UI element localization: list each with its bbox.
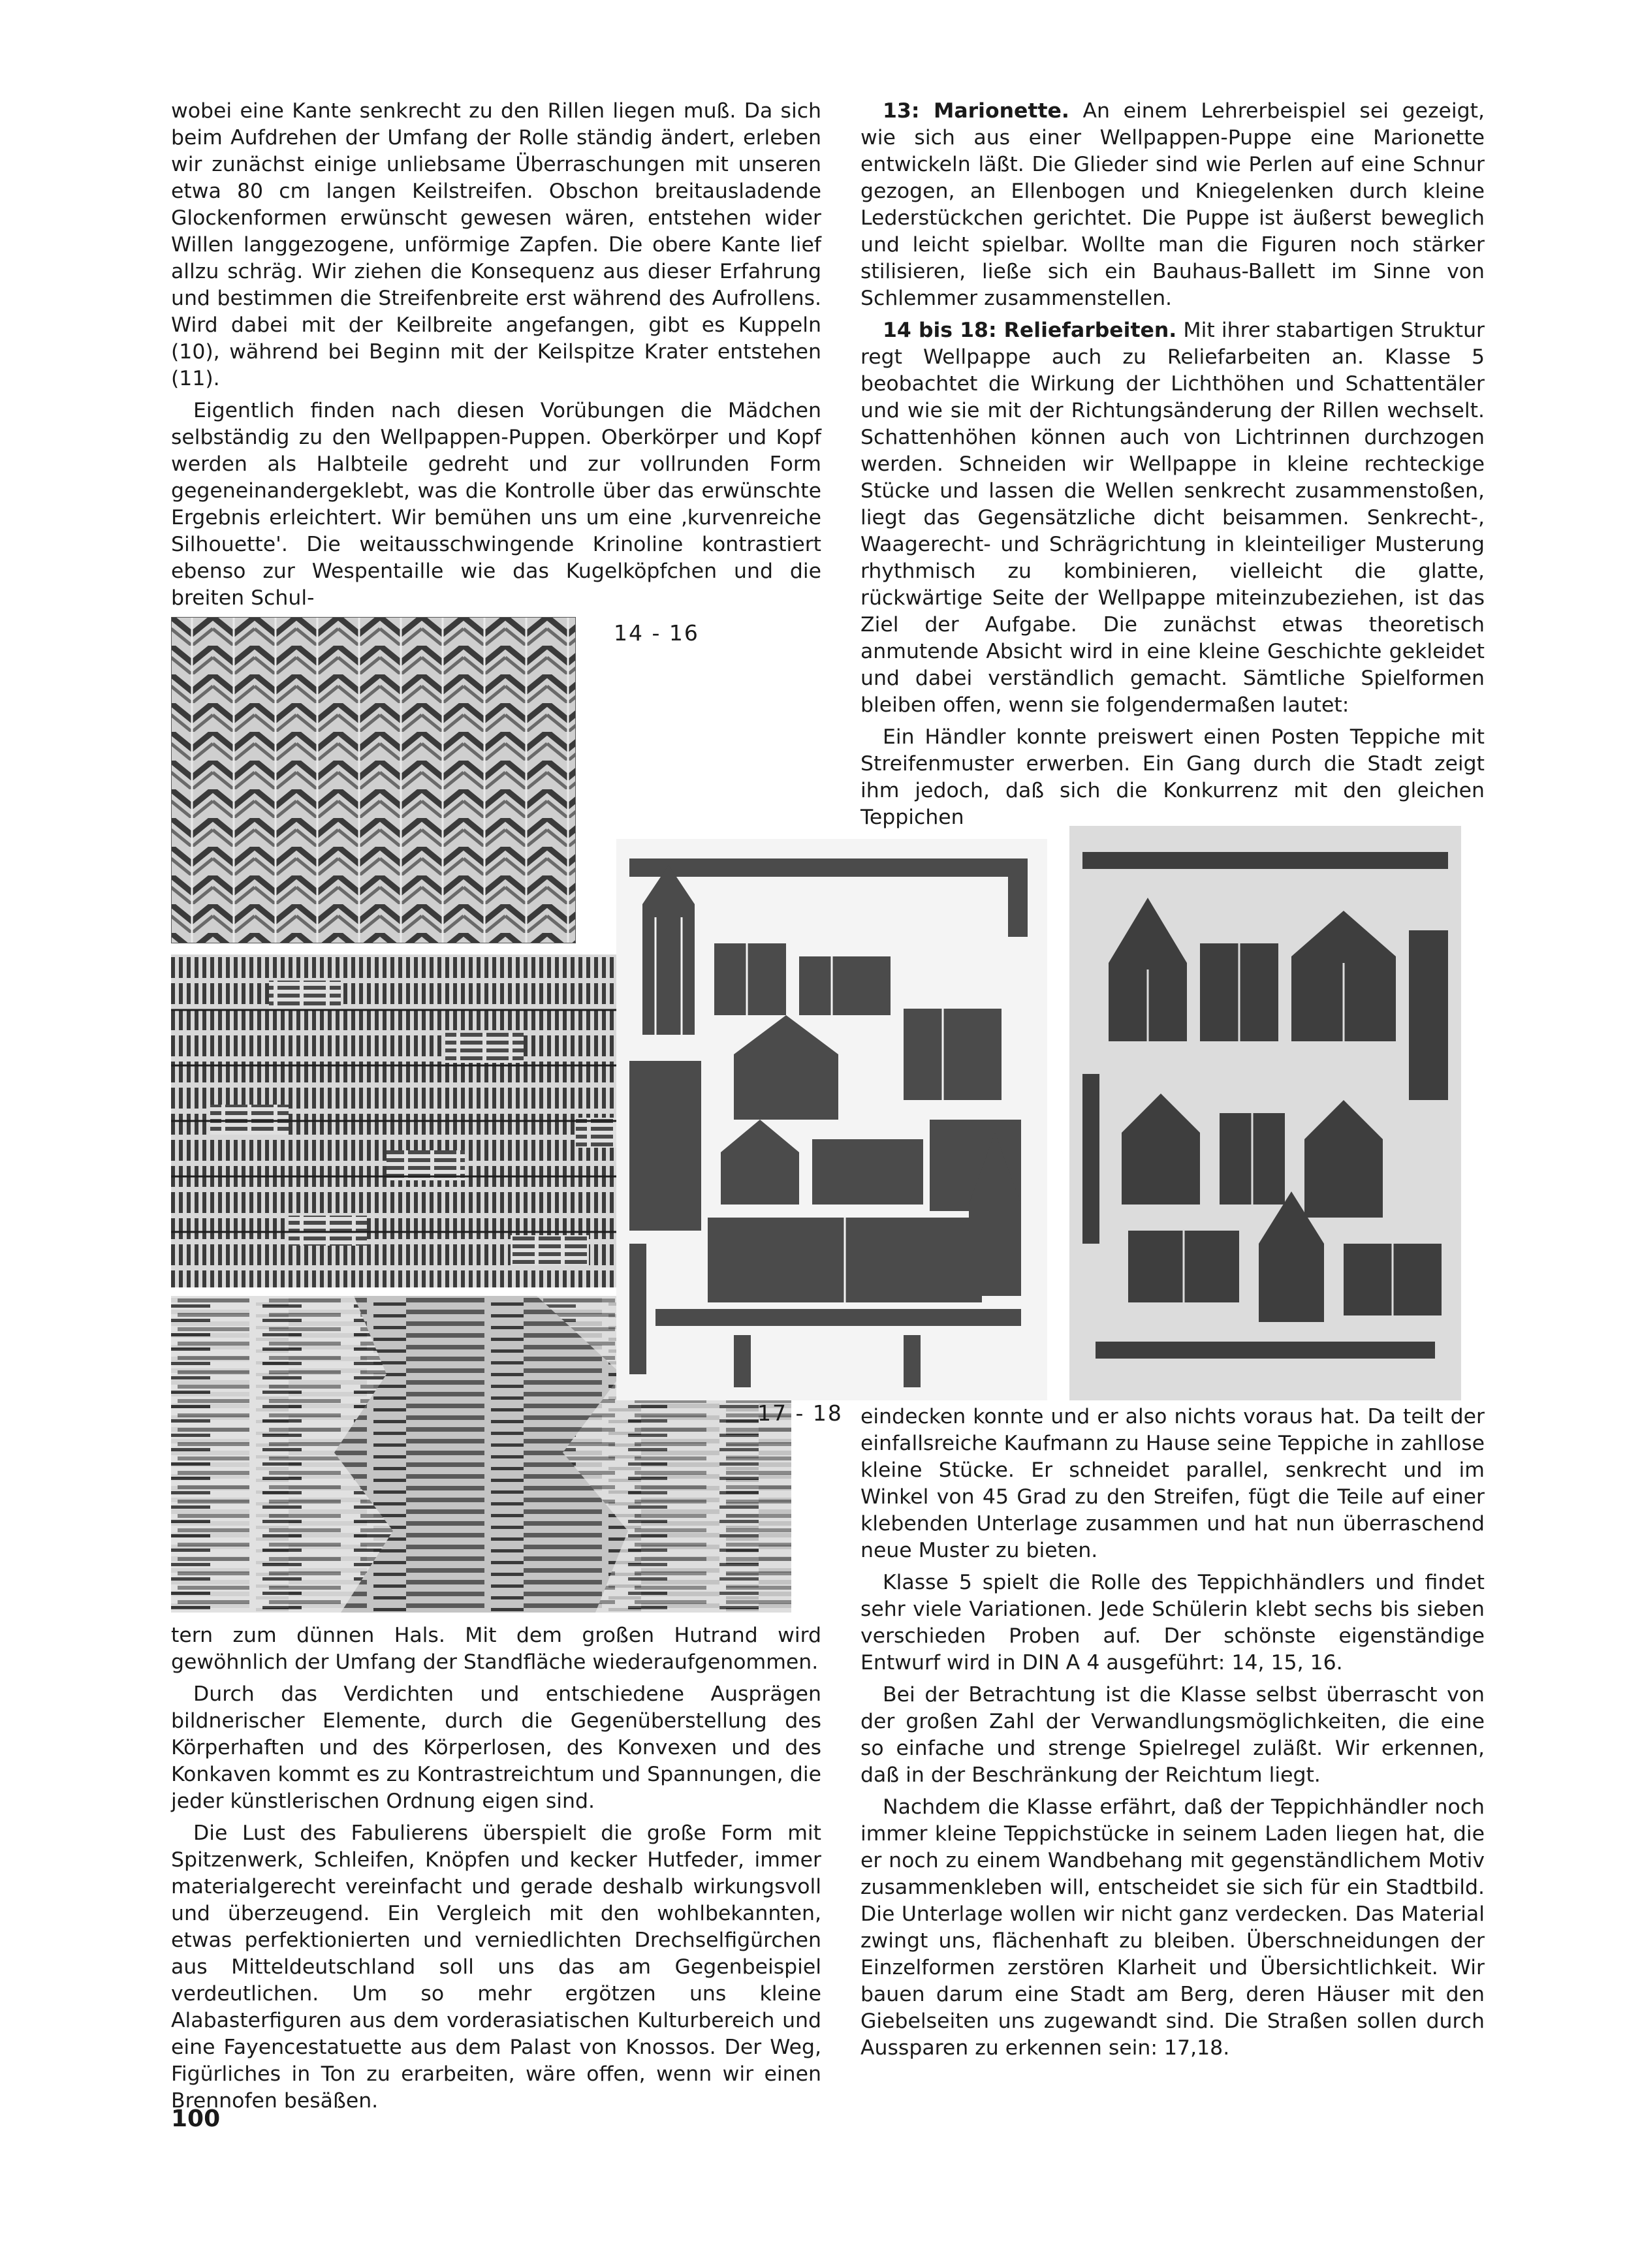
figure-17-city-relief [616, 839, 1047, 1400]
section-heading-reliefarbeiten: 14 bis 18: Reliefarbeiten. [883, 319, 1177, 342]
paragraph: Nachdem die Klasse erfährt, daß der Teppichhändler noch immer kleine Teppichstücke in seinem Laden liegen hat, die er noch zu einem Wandbehang mit gegenständlichem Motiv zusammenkleben will, entscheidet sie sich für ein Stadtbild. Die Unterlage wollen wir nicht ganz verdecken. Das Material zwingt uns, flächenhaft zu bleiben. Überschneidungen der Einzelformen zerstören Klarheit und Übersichtlichkeit. Wir bauen darum eine Stadt am Berg, deren Häuser mit den Giebelseiten uns zugewandt sind. Die Straßen sollen durch Aussparen zu erkennen sein: 17,18. [860, 1795, 1485, 2060]
figure-14-chevron-relief [171, 617, 576, 943]
left-column-top [171, 98, 821, 612]
figure-18-city-relief [1069, 826, 1461, 1400]
paragraph: Die Lust des Fabulierens überspielt die große Form mit Spitzenwerk, Schleifen, Knöpfen und kecker Hutfeder, immer materialgerecht vereinfacht und gerade deshalb wirkungsvoll und überzeugend. Ein Vergleich mit den wohlbekannten, etwas perfektionierten und verniedlichten Drechselfigürchen aus Mitteldeutschland soll uns das am Gegenbeispiel verdeutlichen. Um so mehr ergötzen uns kleine Alabasterfiguren aus dem vorderasiatischen Kulturbereich und eine Fayencestatuette aus dem Palast von Knossos. Der Weg, Figürliches in Ton zu erarbeiten, wäre offen, wenn wir einen Brennofen besäßen. [171, 1821, 821, 2113]
right-column-bottom [860, 1404, 1485, 2062]
paragraph: Eigentlich finden nach diesen Vorübungen die Mädchen selbständig zu den Wellpappen-Puppen. Oberkörper und Kopf werden als Halbteile gedreht und zur vollrunden Form gegeneinandergeklebt, was die Kontrolle über das erwünschte Ergebnis erleichtert. Wir bemühen uns um eine ‚kurvenreiche Silhouette'. Die weitausschwingende Krinoline kontrastiert ebenso zur Wespentaille wie das Kugelköpfchen und die breiten Schul- [171, 399, 821, 610]
paragraph: Klasse 5 spielt die Rolle des Teppichhändlers und findet sehr viele Variationen. Jede Schülerin klebt sechs bis sieben verschieden Proben auf. Der schönste eigenständige Entwurf wird in DIN A 4 ausgeführt: 14, 15, 16. [860, 1571, 1485, 1675]
section-heading-marionette: 13: Marionette. [883, 99, 1069, 123]
paragraph: An einem Lehrerbeispiel sei gezeigt, wie sich aus einer Wellpappen-Puppe eine Marionette entwickeln läßt. Die Glieder sind wie Perlen auf eine Schnur gezogen, an Ellenbogen und Kniegelenken durch kleine Lederstückchen gerichtet. Die Puppe ist äußerst beweglich und leicht spielbar. Wollte man die Figuren noch stärker stilisieren, ließe sich ein Bauhaus-Ballett im Sinne von Schlemmer zusammenstellen. [860, 99, 1485, 310]
paragraph: Durch das Verdichten und entschiedene Ausprägen bildnerischer Elemente, durch die Gegenüberstellung des Körperhaften und des Körperlosen, des Konvexen und des Konkaven kommt es zu Kontrastreichtum und Spannungen, die jeder künstlerischen Ordnung eigen sind. [171, 1682, 821, 1813]
paragraph: eindecken konnte und er also nichts voraus hat. Da teilt der einfallsreiche Kaufmann zu Hause seine Teppiche in zahllose kleine Stücke. Er schneidet parallel, senkrecht und im Winkel von 45 Grad zu den Streifen, fügt die Teile auf einer klebenden Unterlage zusammen und hat nun überraschend neue Muster zu bieten. [860, 1405, 1485, 1562]
left-column-bottom [171, 1622, 821, 2115]
paragraph: Ein Händler konnte preiswert einen Posten Teppiche mit Streifenmuster erwerben. Ein Gang durch die Stadt zeigt ihm jedoch, daß sich die Konkurrenz mit den gleichen Teppichen [860, 725, 1485, 829]
paragraph: Mit ihrer stabartigen Struktur regt Wellpappe auch zu Reliefarbeiten an. Klasse 5 beobachtet die Wirkung der Lichthöhen und Schattentäler und wie sie mit der Richtungsänderung der Rillen wechselt. Schattenhöhen können auch von Lichtrinnen durchzogen werden. Schneiden wir Wellpappe in kleine rechteckige Stücke und lassen die Wellen senkrecht zusammenstoßen, liegt das Gegensätzliche dicht beisammen. Senkrecht-, Waagerecht- und Schrägrichtung in kleinteiliger Musterung rhythmisch zu kombinieren, vielleicht die glatte, rückwärtige Seite der Wellpappe miteinzubeziehen, ist das Ziel der Aufgabe. Die zunächst etwas theoretisch anmutende Absicht wird in eine kleine Geschichte gekleidet und dabei verständlich gemacht. Sämtliche Spielformen bleiben offen, wenn sie folgendermaßen lautet: [860, 319, 1485, 717]
page-number: 100 [171, 2105, 221, 2132]
right-column-top [860, 98, 1485, 831]
figure-label-17-18: 17 - 18 [757, 1400, 843, 1426]
paragraph: wobei eine Kante senkrecht zu den Rillen liegen muß. Da sich beim Aufdrehen der Umfang der Rolle ständig ändert, erleben wir zunächst einige unliebsame Überraschungen mit unseren etwa 80 cm langen Keilstreifen. Obschon breitausladende Glockenformen erwünscht gewesen wären, entstehen wider Willen langgezogene, unförmige Zapfen. Die obere Kante lief allzu schräg. Wir ziehen die Konsequenz aus dieser Erfahrung und bestimmen die Streifenbreite erst während des Aufrollens. Wird dabei mit der Keilbreite angefangen, gibt es Kuppeln (10), während bei Beginn mit der Keilspitze Krater entstehen (11). [171, 99, 821, 390]
paragraph: tern zum dünnen Hals. Mit dem großen Hutrand wird gewöhnlich der Umfang der Standfläche wiederaufgenommen. [171, 1624, 821, 1674]
paragraph: Bei der Betrachtung ist die Klasse selbst überrascht von der großen Zahl der Verwandlungsmöglichkeiten, die eine so einfache und strenge Spielregel zuläßt. Wir erkennen, daß in der Beschränkung der Reichtum liegt. [860, 1683, 1485, 1787]
figure-label-14-16: 14 - 16 [614, 620, 699, 646]
